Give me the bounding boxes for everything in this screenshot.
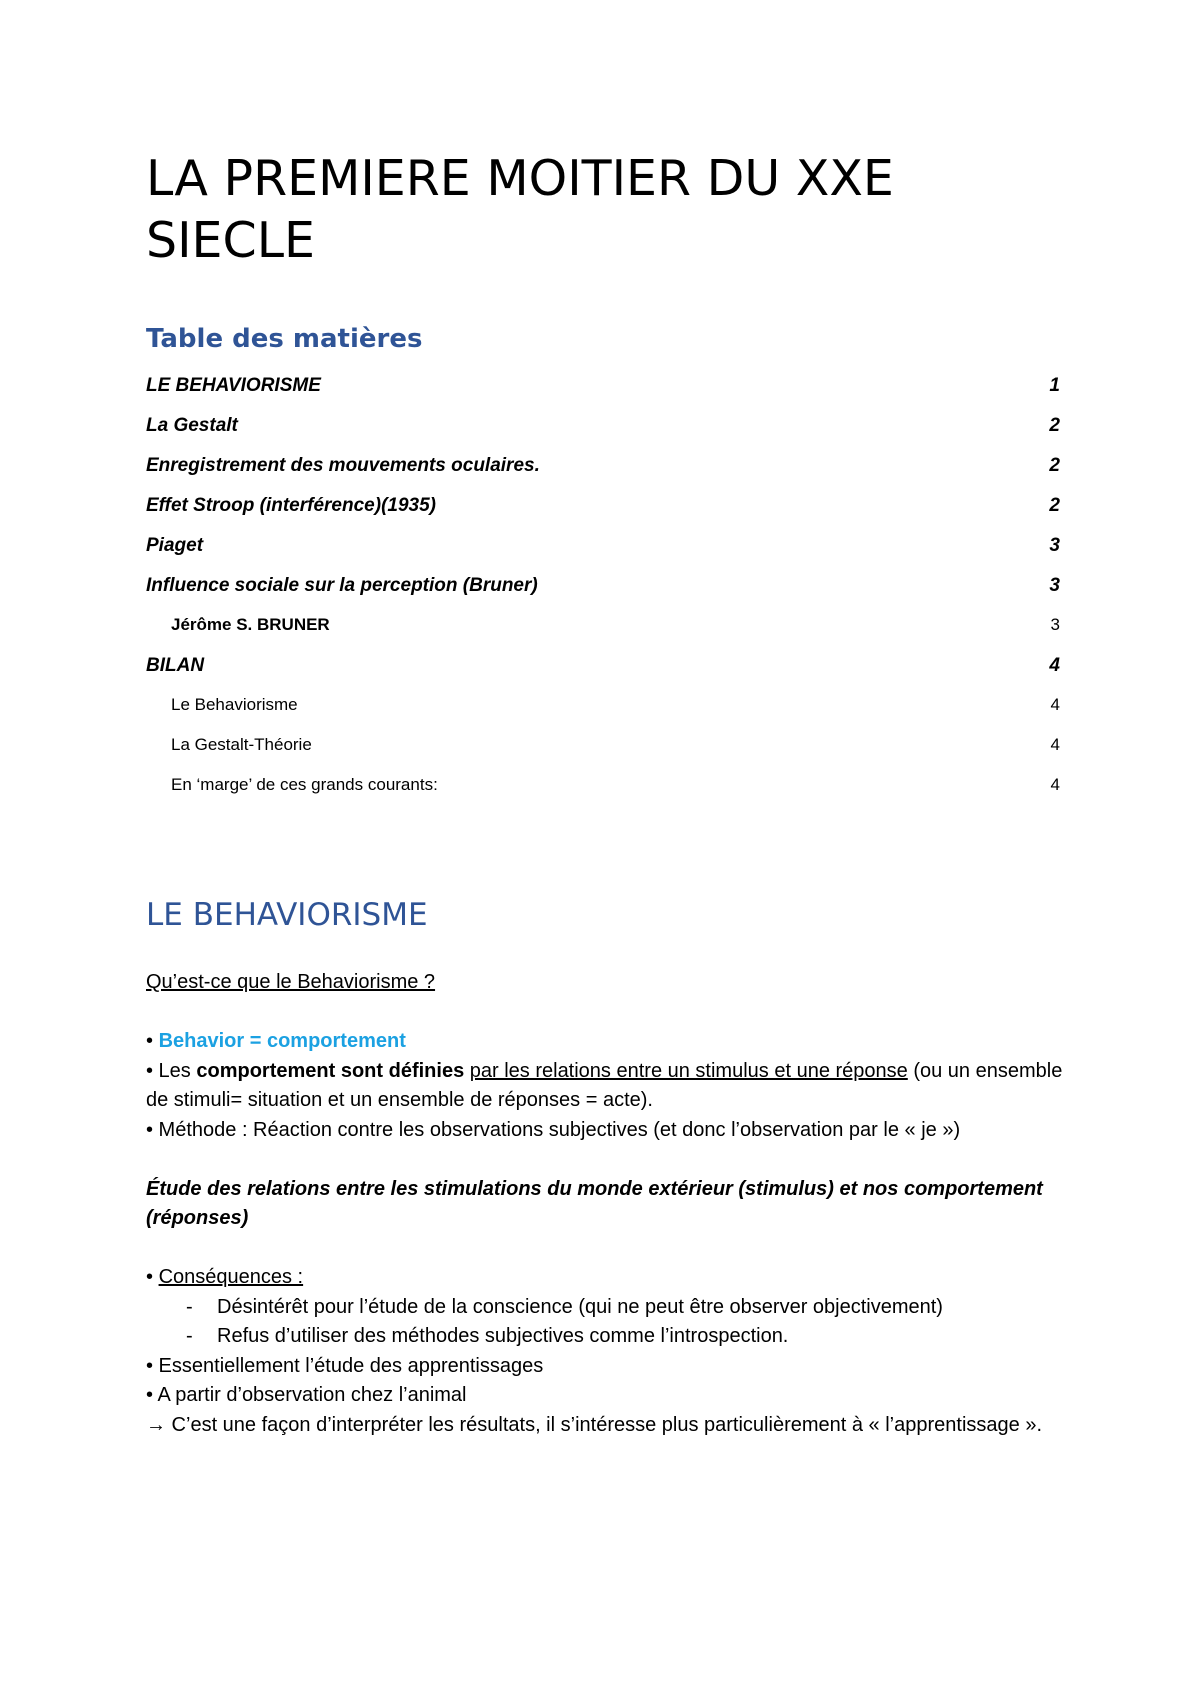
toc-entry-label: Le Behaviorisme — [171, 695, 298, 714]
bullet-text: (ou un ensemble de stimuli= situation et un ensemble de réponses = acte). — [146, 1059, 1063, 1111]
dash-marker: - — [186, 1325, 193, 1347]
toc-entry-page: 1 — [1049, 375, 1060, 396]
bold-phrase: comportement sont définies — [196, 1059, 465, 1082]
toc-subentry[interactable] — [146, 735, 1060, 775]
behavior-definition: Behavior = comportement — [158, 1030, 406, 1052]
section-heading: LE BEHAVIORISME — [146, 897, 428, 933]
toc-entry-page: 3 — [1049, 575, 1060, 596]
dash-marker: - — [186, 1295, 193, 1318]
consequence-item: - Refus d’utiliser des méthodes subjectives comme l’introspection. — [146, 1322, 1066, 1352]
toc-entry-page: 4 — [1050, 695, 1060, 714]
toc-entry-page: 4 — [1049, 655, 1060, 676]
conclusion: → C’est une façon d’interpréter les résultats, il s’intéresse plus particulièrement à « l’apprentissage ». — [146, 1413, 1042, 1436]
toc-entry-label: Jérôme S. BRUNER — [171, 615, 330, 634]
section-body — [146, 968, 1066, 1440]
definition-paragraph: Étude des relations entre les stimulations du monde extérieur (stimulus) et nos comportement (réponses) — [146, 1177, 1043, 1229]
bullet-apprentissages: • Essentiellement l’étude des apprentissages — [146, 1354, 544, 1377]
toc-entry[interactable] — [146, 375, 1060, 415]
toc-entry[interactable] — [146, 455, 1060, 495]
toc-entry-page: 2 — [1049, 455, 1060, 476]
toc-entry-label: Effet Stroop (interférence)(1935) — [146, 495, 436, 516]
toc-entry-label: La Gestalt — [146, 415, 238, 436]
toc-subentry[interactable] — [146, 615, 1060, 655]
bullet-behavior — [146, 1027, 1066, 1057]
bullet-prefix: • Les — [146, 1059, 197, 1082]
toc-entry-page: 2 — [1049, 495, 1060, 516]
toc-entry-label: Piaget — [146, 535, 204, 556]
bullet-comportement — [146, 1057, 1066, 1116]
toc-subentry[interactable] — [146, 695, 1060, 735]
consequence-item: - Désintérêt pour l’étude de la conscience (qui ne peut être observer objectivement) — [146, 1293, 1066, 1323]
toc-entry-page: 3 — [1050, 615, 1060, 634]
toc-subentry[interactable] — [146, 775, 1060, 815]
bullet-prefix: • — [146, 1266, 159, 1288]
toc-entry-page: 4 — [1050, 735, 1060, 754]
toc-entry[interactable] — [146, 535, 1060, 575]
document-title: LA PREMIERE MOITIER DU XXE SIECLE — [146, 150, 894, 269]
toc-entry[interactable] — [146, 575, 1060, 615]
toc-entry-label: En ‘marge’ de ces grands courants: — [171, 775, 438, 794]
consequences-label: Conséquences : — [158, 1266, 304, 1288]
toc-entry-label: La Gestalt-Théorie — [171, 735, 312, 754]
toc-entry-page: 4 — [1050, 775, 1060, 794]
toc-heading: Table des matières — [146, 324, 423, 354]
bullet-animal: • A partir d’observation chez l’animal — [146, 1384, 467, 1406]
bullet-consequences — [146, 1263, 1066, 1293]
bullet-prefix: • — [146, 1030, 159, 1052]
bullet-methode: • Méthode : Réaction contre les observations subjectives (et donc l’observation par le « je ») — [146, 1118, 961, 1141]
toc-entry-label: LE BEHAVIORISME — [146, 375, 321, 396]
table-of-contents — [146, 375, 1060, 815]
toc-entry-label: Influence sociale sur la perception (Bruner) — [146, 575, 538, 596]
toc-entry[interactable] — [146, 495, 1060, 535]
toc-entry-label: Enregistrement des mouvements oculaires. — [146, 455, 540, 476]
section-question: Qu’est-ce que le Behaviorisme ? — [146, 971, 436, 993]
toc-entry[interactable] — [146, 655, 1060, 695]
toc-entry-label: BILAN — [146, 655, 205, 676]
toc-entry-page: 3 — [1049, 535, 1060, 556]
toc-entry-page: 2 — [1049, 415, 1060, 436]
toc-entry[interactable] — [146, 415, 1060, 455]
arrow-icon: → — [146, 1413, 166, 1436]
underlined-phrase: par les relations entre un stimulus et une réponse — [469, 1059, 908, 1082]
